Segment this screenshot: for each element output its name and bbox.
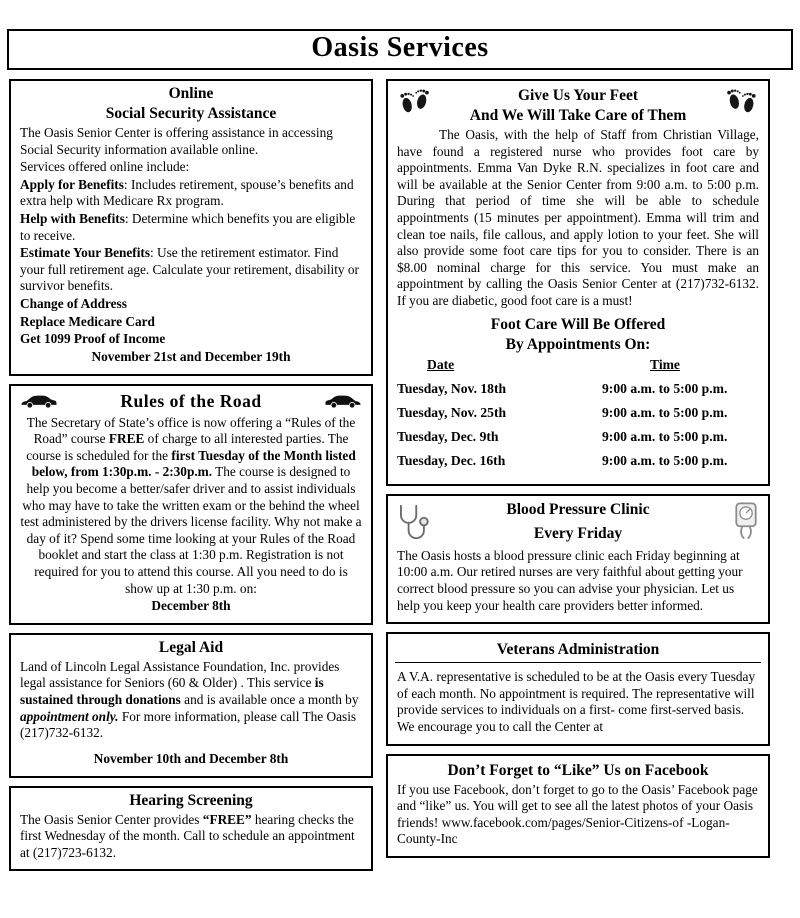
legal-body-seg-1: Land of Lincoln Legal Assistance Foundation, Inc. provides legal assistance for Seniors (60 & Older) . This service xyxy=(20,658,340,691)
schedule-row-3-time: 9:00 a.m. to 5:00 p.m. xyxy=(602,428,728,444)
feet-offer-line1: Foot Care Will Be Offered xyxy=(490,315,666,333)
social-intro: The Oasis Senior Center is offering assistance in accessing Social Security information available online. xyxy=(20,125,333,157)
bp-title: Blood Pressure Clinic xyxy=(506,500,650,518)
section-foot-care xyxy=(386,79,770,486)
feet-offer-line2: By Appointments On: xyxy=(505,335,651,353)
veterans-body: A V.A. representative is scheduled to be at the Oasis every Tuesday of each month. No appointment is required. The representative will provide services to individuals on a first- come first-served basis. We encourage you to call the Center at xyxy=(397,669,756,734)
social-line-change-address: Change of Address xyxy=(20,296,127,312)
right-column xyxy=(386,79,770,866)
foot-care-schedule xyxy=(397,357,759,469)
section-veterans xyxy=(386,632,770,745)
hearing-body-seg-2: “FREE” xyxy=(202,811,252,827)
schedule-header-row xyxy=(397,357,759,373)
social-line-replace-medicare: Replace Medicare Card xyxy=(20,313,155,329)
section-social-security xyxy=(9,79,373,376)
social-item-apply-label: Apply for Benefits xyxy=(20,176,124,192)
schedule-row-1-time: 9:00 a.m. to 5:00 p.m. xyxy=(602,380,728,396)
schedule-row-3-date: Tuesday, Dec. 9th xyxy=(397,428,499,444)
veterans-title-rule xyxy=(395,662,761,663)
legal-body xyxy=(20,659,362,742)
feet-title-line2: And We Will Take Care of Them xyxy=(469,107,687,124)
hearing-body-seg-3: hearing checks the first Wednesday of the month. Call to schedule an appointment at (217)723-6132. xyxy=(20,811,355,860)
legal-body-seg-2: is sustained through donations xyxy=(20,675,324,708)
social-title-assistance: Social Security Assistance xyxy=(105,105,277,122)
social-services-line: Services offered online include: xyxy=(20,159,190,175)
rules-body-seg-3: of charge to all interested parties. The course is scheduled for the xyxy=(26,431,349,463)
section-blood-pressure xyxy=(386,494,770,624)
legal-title: Legal Aid xyxy=(158,638,224,656)
newsletter-page xyxy=(0,29,800,879)
schedule-header-date: Date xyxy=(427,356,455,372)
social-item-estimate-label: Estimate Your Benefits xyxy=(20,245,151,261)
facebook-body: If you use Facebook, don’t forget to go to the Oasis’ Facebook page and “like” us. You will get to see all the latest photos of your Oasis friends! www.facebook.com/pages/Senior-Citizens-of -Logan-County-Inc xyxy=(397,781,758,847)
section-hearing-screening xyxy=(9,786,373,872)
social-dates: November 21st and December 19th xyxy=(91,348,291,364)
schedule-row-2-date: Tuesday, Nov. 25th xyxy=(397,404,507,420)
rules-date: December 8th xyxy=(151,598,231,614)
veterans-title: Veterans Administration xyxy=(496,641,660,659)
feet-body: The Oasis, with the help of Staff from Christian Village, have found a registered nurse who provides foot care by appointments. Emma Van Dyke R.N. specializes in foot care and will be available at the Senior Center from 9:00 a.m. to 5:00 p.m. During that period of time she will be able to schedule appointments (15 minutes per appointment). Emma will trim and clean toe nails, file callous, and apply lotion to your feet. She will also provide some foot care tips for you to consider. There is an $8.00 nominal charge for this service. You must make an appointment by calling the Oasis Senior Center at (217)732-6132. If you are diabetic, good foot care is a must! xyxy=(397,127,759,309)
schedule-header-time: Time xyxy=(650,356,680,372)
legal-body-seg-5: For more information, please call The Oasis (217)732-6132. xyxy=(20,708,357,741)
blood-pressure-monitor-icon xyxy=(731,501,761,541)
left-column xyxy=(9,79,373,879)
rules-body-seg-5: The course is designed to help you become a better/safer driver and to assist individuals who may have to take the written exam or the behind the wheel test administered by the drivers license facility. Why not make a day of it? Spend some time looking at your Rules of the Road booklet and start the class at 1:30 p.m. Registration is not required for you to attend this course. All you need to do is show up at 1:30 p.m. on: xyxy=(20,464,362,596)
rules-header xyxy=(20,391,362,412)
hearing-title: Hearing Screening xyxy=(129,791,253,809)
schedule-row-2 xyxy=(397,405,759,421)
bp-subtitle: Every Friday xyxy=(533,524,623,542)
social-item-apply xyxy=(20,177,362,210)
social-line-1099: Get 1099 Proof of Income xyxy=(20,331,166,347)
bp-body: The Oasis hosts a blood pressure clinic each Friday beginning at 10:00 a.m. Our retired nurses are very faithful about getting your correct blood pressure so you can advise your physician. Let us help you keep your health care providers better informed. xyxy=(397,547,743,613)
legal-body-seg-4: appointment only. xyxy=(20,708,119,724)
rules-body-seg-1: The Secretary of State’s office is now offering a “Rules of the Road” course xyxy=(26,414,356,447)
section-facebook xyxy=(386,754,770,858)
stethoscope-icon xyxy=(395,503,429,541)
legal-dates: November 10th and December 8th xyxy=(93,750,289,766)
rules-title: Rules of the Road xyxy=(120,390,262,411)
car-icon-left xyxy=(20,394,58,409)
social-title-online: Online xyxy=(168,85,214,102)
section-legal-aid xyxy=(9,633,373,778)
schedule-row-3 xyxy=(397,429,759,445)
schedule-row-1 xyxy=(397,381,759,397)
social-item-estimate xyxy=(20,245,362,295)
section-rules-of-the-road xyxy=(9,384,373,625)
facebook-title: Don’t Forget to “Like” Us on Facebook xyxy=(447,761,709,779)
content-columns xyxy=(0,79,800,879)
rules-body xyxy=(20,415,362,598)
feet-title-line1: Give Us Your Feet xyxy=(517,87,639,104)
social-item-help-text: : Determine which benefits you are eligible to receive. xyxy=(20,211,356,243)
car-icon-right xyxy=(324,394,362,409)
footprints-icon-left xyxy=(397,88,431,117)
schedule-row-4-date: Tuesday, Dec. 16th xyxy=(397,452,506,468)
social-item-estimate-text: : Use the retirement estimator. Find your full retirement age. Calculate your retirement, disability or survivor benefits. xyxy=(20,245,359,294)
schedule-row-4 xyxy=(397,453,759,469)
legal-body-seg-3: and is available once a month by xyxy=(180,692,359,708)
schedule-row-1-date: Tuesday, Nov. 18th xyxy=(397,380,507,396)
social-item-help-label: Help with Benefits xyxy=(20,211,125,227)
masthead xyxy=(7,29,793,70)
footprints-icon-right xyxy=(725,88,759,117)
hearing-body xyxy=(20,812,362,862)
page-title: Oasis Services xyxy=(311,32,489,63)
rules-body-seg-4: first Tuesday of the Month listed below, from 1:30p.m. - 2:30p.m. xyxy=(31,447,356,480)
hearing-body-seg-1: The Oasis Senior Center provides xyxy=(20,811,203,827)
social-item-help xyxy=(20,211,362,244)
social-item-apply-text: : Includes retirement, spouse’s benefits and extra help with Medicare Rx program. xyxy=(20,176,354,209)
schedule-row-2-time: 9:00 a.m. to 5:00 p.m. xyxy=(602,404,728,420)
schedule-row-4-time: 9:00 a.m. to 5:00 p.m. xyxy=(602,452,728,468)
rules-body-seg-2: FREE xyxy=(108,431,145,447)
